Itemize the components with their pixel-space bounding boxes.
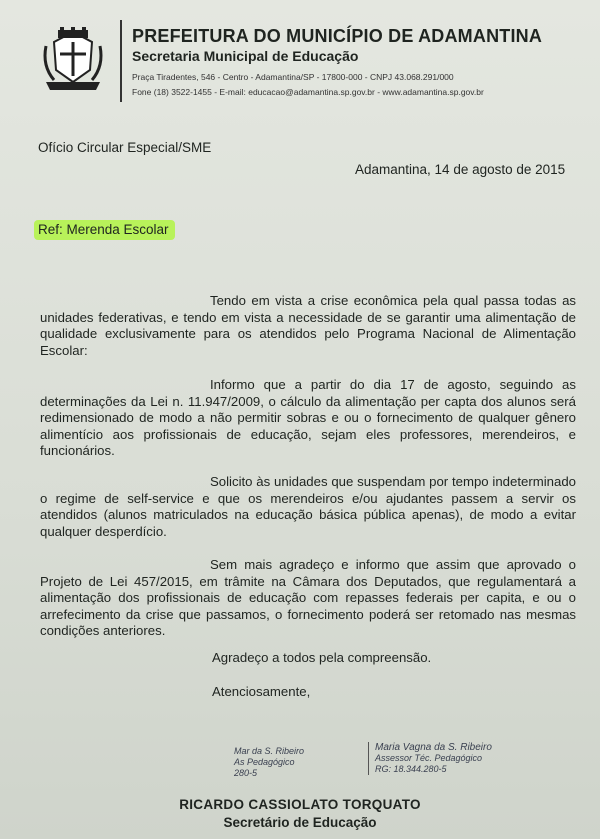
org-name: PREFEITURA DO MUNICÍPIO DE ADAMANTINA	[132, 26, 543, 46]
paragraph-3: Solicito às unidades que suspendam por tempo indeterminado o regime de self-service e que os merendeiros e/ou ajudantes passem a servir os atendidos (alunos matriculados na educação básica pública apenas), de modo a evitar qualquer desperdício.	[40, 474, 576, 539]
contact-line: Fone (18) 3522-1455 - E-mail: educacao@adamantina.sp.gov.br - www.adamantina.sp.gov.br	[132, 87, 484, 97]
thanks-line: Agradeço a todos pela compreensão.	[212, 650, 432, 665]
closing-line: Atenciosamente,	[212, 684, 311, 699]
paragraph-4: Sem mais agradeço e informo que assim que aprovado o Projeto de Lei 457/2015, em trâmite na Câmara dos Deputados, que regulamentará a alimentação dos profissionais de educação com repasses federais per capita, e ou o arrefecimento da crise que passamos, o fornecimento poderá ser retomado nas mesmas condições anteriores.	[40, 557, 576, 638]
department-name: Secretaria Municipal de Educação	[132, 48, 359, 64]
stamp-area	[228, 738, 528, 798]
stamp-1: Mar da S. Ribeiro As Pedagógico 280-5	[234, 746, 305, 778]
signer-name: RICARDO CASSIOLATO TORQUATO	[179, 797, 421, 812]
address-line: Praça Tiradentes, 546 - Centro - Adamantina/SP - 17800-000 - CNPJ 43.068.291/000	[132, 72, 454, 82]
stamp-2: Maria Vagna da S. Ribeiro Assessor Téc. Pedagógico RG: 18.344.280-5	[368, 742, 525, 775]
letter-date: Adamantina, 14 de agosto de 2015	[355, 162, 566, 177]
municipal-coat-of-arms-icon	[40, 26, 106, 92]
subject-highlight: Ref: Merenda Escolar	[34, 220, 175, 240]
paragraph-2: Informo que a partir do dia 17 de agosto, seguindo as determinações da Lei n. 11.947/2009, o cálculo da alimentação per capta dos alunos será redimensionado de modo a não permitir sobras e ou o fornecimento de qualquer gênero alimentício aos profissionais de educação, sejam eles professores, merendeiros, e funcionários.	[40, 377, 576, 458]
document-reference: Ofício Circular Especial/SME	[38, 140, 212, 155]
paragraph-1: Tendo em vista a crise econômica pela qual passa todas as unidades federativas, e tendo em vista a necessidade de se garantir uma alimentação de qualidade exclusivamente para os atendidos pelo Programa Nacional de Alimentação Escolar:	[40, 293, 576, 358]
signer-role: Secretário de Educação	[223, 815, 377, 830]
header-divider	[120, 20, 122, 102]
